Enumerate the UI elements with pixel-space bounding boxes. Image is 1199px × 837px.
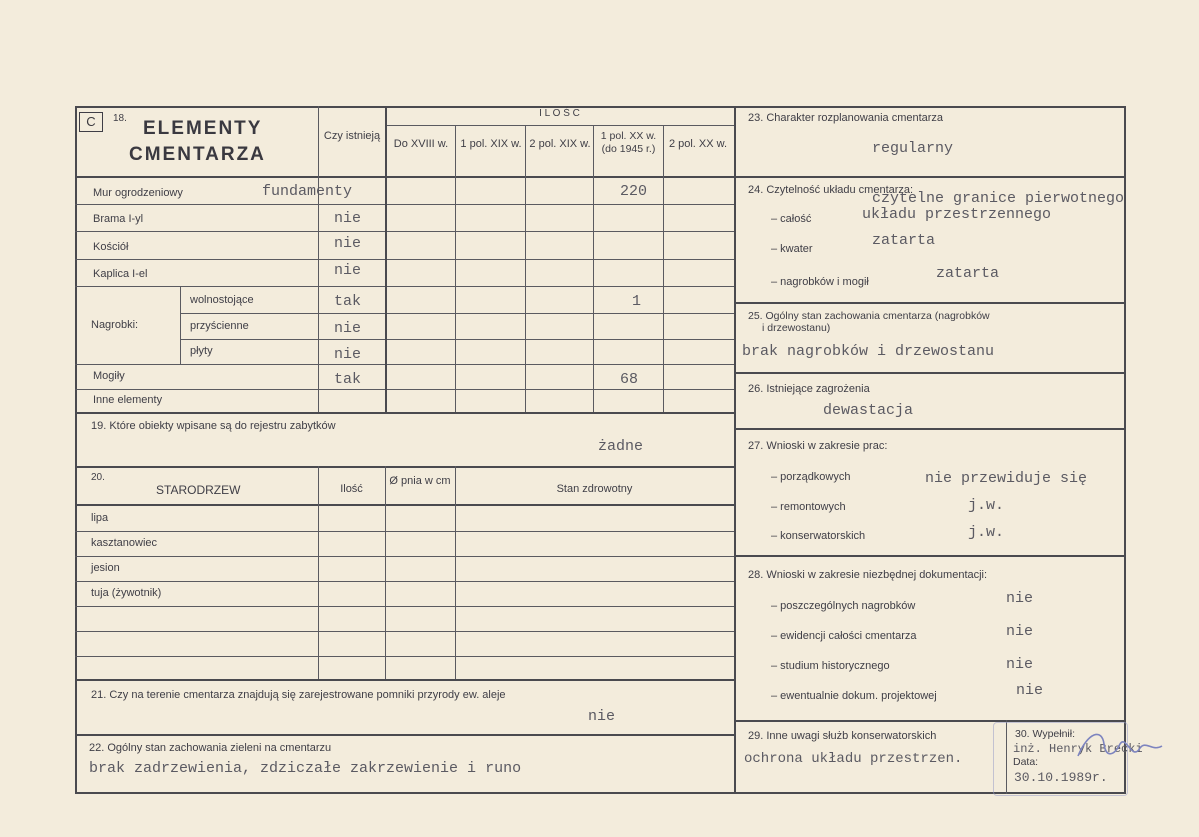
s26-value: dewastacja — [823, 402, 914, 419]
s23-value: regularny — [872, 140, 954, 157]
exists-graves: tak — [334, 371, 362, 388]
s20-col-health: Stan zdrowotny — [556, 483, 633, 495]
s30-date: 30.10.1989r. — [1014, 770, 1108, 785]
s28-design-value: nie — [1016, 682, 1044, 699]
col-quantity-header: I L O Ś C — [539, 108, 580, 119]
s20-bottom — [75, 679, 734, 681]
s21-label: 21. Czy na terenie cmentarza znajdują się zarejestrowane pomniki przyrody ew. aleje — [91, 689, 506, 701]
qty-freestanding-xx1: 1 — [632, 293, 642, 310]
col-xx2-header: 2 pol. XX w. — [668, 138, 728, 150]
s18-header-bottom — [75, 176, 734, 178]
center-divider — [734, 106, 736, 794]
s18-bottom — [75, 412, 734, 414]
s25-label-1: 25. Ogólny stan zachowania cmentarza (nagrobków — [748, 310, 990, 322]
s20-number: 20. — [91, 472, 105, 483]
s27-cleanup-label: – porządkowych — [771, 471, 851, 483]
row-label-freestanding: wolnostojące — [190, 294, 254, 306]
s28-label: 28. Wnioski w zakresie niezbędnej dokumentacji: — [748, 569, 988, 581]
s27-label: 27. Wnioski w zakresie prac: — [748, 440, 888, 452]
s25-value: brak nagrobków i drzewostanu — [742, 343, 995, 360]
s28-design-label: – ewentualnie dokum. projektowej — [771, 690, 937, 702]
row-label-slabs: płyty — [190, 345, 213, 357]
s18-title-line1: ELEMENTY — [143, 118, 263, 139]
s27-conservation-value: j.w. — [968, 524, 1005, 541]
s24-whole-value-1: czytelne granice pierwotnego — [872, 190, 1125, 207]
s22-value: brak zadrzewienia, zdziczałe zakrzewienie i runo — [89, 760, 522, 777]
s19-value: żadne — [598, 438, 644, 455]
tree-lime: lipa — [91, 512, 109, 524]
col-exists-header: Czy istnieją — [323, 130, 381, 142]
s21-value: nie — [588, 708, 616, 725]
s24-quarters-value: zatarta — [872, 232, 936, 249]
s24-graves-label: – nagrobków i mogił — [771, 276, 869, 288]
s27-conservation-label: – konserwatorskich — [771, 530, 866, 542]
s27-repair-label: – remontowych — [771, 501, 846, 513]
row-label-gate: Brama I-yl — [93, 213, 144, 225]
s20-header-bottom — [75, 504, 734, 506]
exists-wall: fundamenty — [262, 183, 353, 200]
s24-whole-value-2: układu przestrzennego — [862, 206, 1052, 223]
row-label-wall: Mur ogrodzeniowy — [93, 187, 183, 199]
s23-label: 23. Charakter rozplanowania cmentarza — [748, 112, 944, 124]
s28-history-value: nie — [1006, 656, 1034, 673]
row-label-graves: Mogiły — [93, 370, 125, 382]
s27-cleanup-value: nie przewiduje się — [925, 470, 1088, 487]
s24-whole-label: – całość — [771, 213, 812, 225]
s20-col-diameter: Ø pnia w cm — [389, 475, 451, 487]
s29-label: 29. Inne uwagi służb konserwatorskich — [748, 730, 937, 742]
col-xviii-header: Do XVIII w. — [393, 138, 449, 150]
row-label-chapel: Kaplica I-el — [93, 268, 148, 280]
s24-quarters-label: – kwater — [771, 243, 813, 255]
s28-history-label: – studium historycznego — [771, 660, 890, 672]
s18-title-line2: CMENTARZA — [129, 144, 266, 165]
s20-col-count: Ilość — [340, 483, 363, 495]
qty-graves-xx1: 68 — [620, 371, 639, 388]
qty-wall-xx1: 220 — [620, 183, 648, 200]
col-xix1-header: 1 pol. XIX w. — [460, 138, 522, 150]
s24-graves-value: zatarta — [936, 265, 1000, 282]
s28-tombstones-label: – poszczególnych nagrobków — [771, 600, 916, 612]
s18-number: 18. — [113, 113, 127, 124]
row-label-church: Kościół — [93, 241, 129, 253]
exists-freestanding: tak — [334, 293, 362, 310]
exists-gate: nie — [334, 210, 362, 227]
exists-slabs: nie — [334, 346, 362, 363]
exists-chapel: nie — [334, 262, 362, 279]
col-xx1-header: 1 pol. XX w. (do 1945 r.) — [600, 130, 657, 155]
s30-date-label: Data: — [1013, 756, 1039, 768]
section-letter-box: C — [79, 112, 103, 132]
s30-filled-by: inż. Henryk Brecki — [1013, 742, 1143, 756]
s19-label: 19. Które obiekty wpisane są do rejestru zabytków — [91, 420, 336, 432]
s20-title: STARODRZEW — [156, 483, 241, 497]
s29-value: ochrona układu przestrzen. — [744, 751, 963, 767]
row-label-wall-mounted: przyścienne — [190, 320, 249, 332]
signature — [1070, 722, 1166, 774]
s30-label: 30. Wypełnił: — [1015, 728, 1076, 740]
s25-label-2: i drzewostanu) — [762, 322, 831, 334]
s28-records-label: – ewidencji całości cmentarza — [771, 630, 917, 642]
quantity-header-line — [385, 125, 734, 126]
s28-tombstones-value: nie — [1006, 590, 1034, 607]
s19-bottom — [75, 466, 734, 468]
tree-ash: jesion — [91, 562, 120, 574]
s21-bottom — [75, 734, 734, 736]
exists-church: nie — [334, 235, 362, 252]
s22-label: 22. Ogólny stan zachowania zieleni na cmentarzu — [89, 742, 332, 754]
tree-thuja: tuja (żywotnik) — [91, 587, 162, 599]
s26-label: 26. Istniejące zagrożenia — [748, 383, 870, 395]
exists-wall-mounted: nie — [334, 320, 362, 337]
s28-records-value: nie — [1006, 623, 1034, 640]
row-group-tombstones: Nagrobki: — [91, 319, 139, 331]
s24-label: 24. Czytelność układu cmentarza: — [748, 184, 914, 196]
row-label-other: Inne elementy — [93, 394, 163, 406]
col-xix2-header: 2 pol. XIX w. — [529, 138, 591, 150]
s27-repair-value: j.w. — [968, 497, 1005, 514]
tree-chestnut: kasztanowiec — [91, 537, 158, 549]
